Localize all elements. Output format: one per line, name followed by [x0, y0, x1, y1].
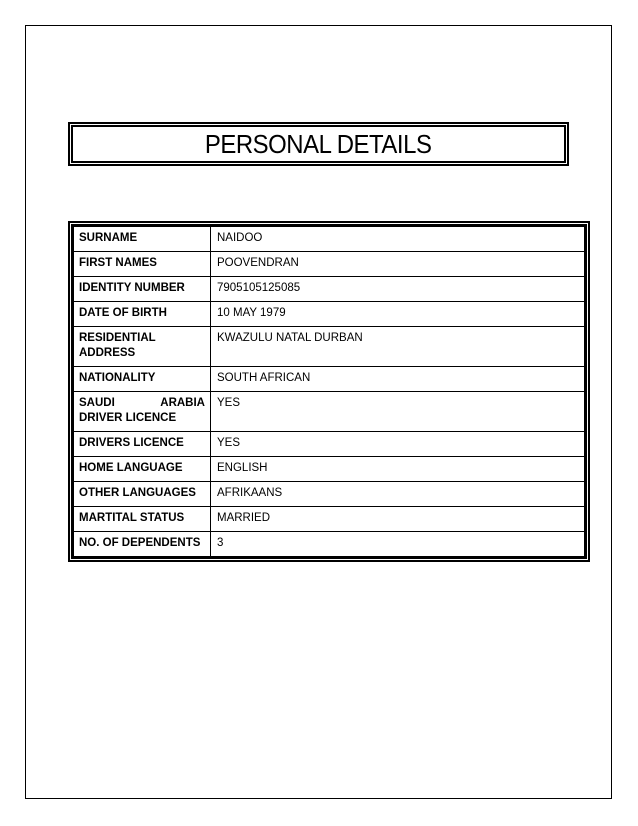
table-row-date-of-birth — [74, 302, 585, 327]
row-value: YES — [211, 432, 585, 457]
table-row-residential-address — [74, 327, 585, 367]
page-title: PERSONAL DETAILS — [205, 128, 432, 159]
row-label: RESIDENTIAL ADDRESS — [74, 327, 211, 367]
row-label: IDENTITY NUMBER — [74, 277, 211, 302]
personal-details-table — [68, 221, 590, 562]
row-value: SOUTH AFRICAN — [211, 367, 585, 392]
row-value: MARRIED — [211, 507, 585, 532]
table-row-other-languages — [74, 482, 585, 507]
row-label: MARTITAL STATUS — [74, 507, 211, 532]
table-row-saudi-licence — [74, 392, 585, 432]
details-table — [73, 226, 585, 557]
row-value: YES — [211, 392, 585, 432]
title-box — [68, 122, 569, 166]
row-value: 10 MAY 1979 — [211, 302, 585, 327]
row-label: SURNAME — [74, 227, 211, 252]
table-row-identity-number — [74, 277, 585, 302]
table-row-surname — [74, 227, 585, 252]
row-label: FIRST NAMES — [74, 252, 211, 277]
row-value: 3 — [211, 532, 585, 557]
table-row-home-language — [74, 457, 585, 482]
row-value: KWAZULU NATAL DURBAN — [211, 327, 585, 367]
row-value: 7905105125085 — [211, 277, 585, 302]
row-label: NATIONALITY — [74, 367, 211, 392]
table-row-dependents — [74, 532, 585, 557]
row-label: SAUDI ARABIA DRIVER LICENCE — [74, 392, 211, 432]
row-label: OTHER LANGUAGES — [74, 482, 211, 507]
table-row-marital-status — [74, 507, 585, 532]
table-row-first-names — [74, 252, 585, 277]
table-row-nationality — [74, 367, 585, 392]
row-value: ENGLISH — [211, 457, 585, 482]
row-value: POOVENDRAN — [211, 252, 585, 277]
row-label: NO. OF DEPENDENTS — [74, 532, 211, 557]
row-label: DRIVERS LICENCE — [74, 432, 211, 457]
row-label: HOME LANGUAGE — [74, 457, 211, 482]
table-row-drivers-licence — [74, 432, 585, 457]
row-value: NAIDOO — [211, 227, 585, 252]
row-label: DATE OF BIRTH — [74, 302, 211, 327]
row-value: AFRIKAANS — [211, 482, 585, 507]
